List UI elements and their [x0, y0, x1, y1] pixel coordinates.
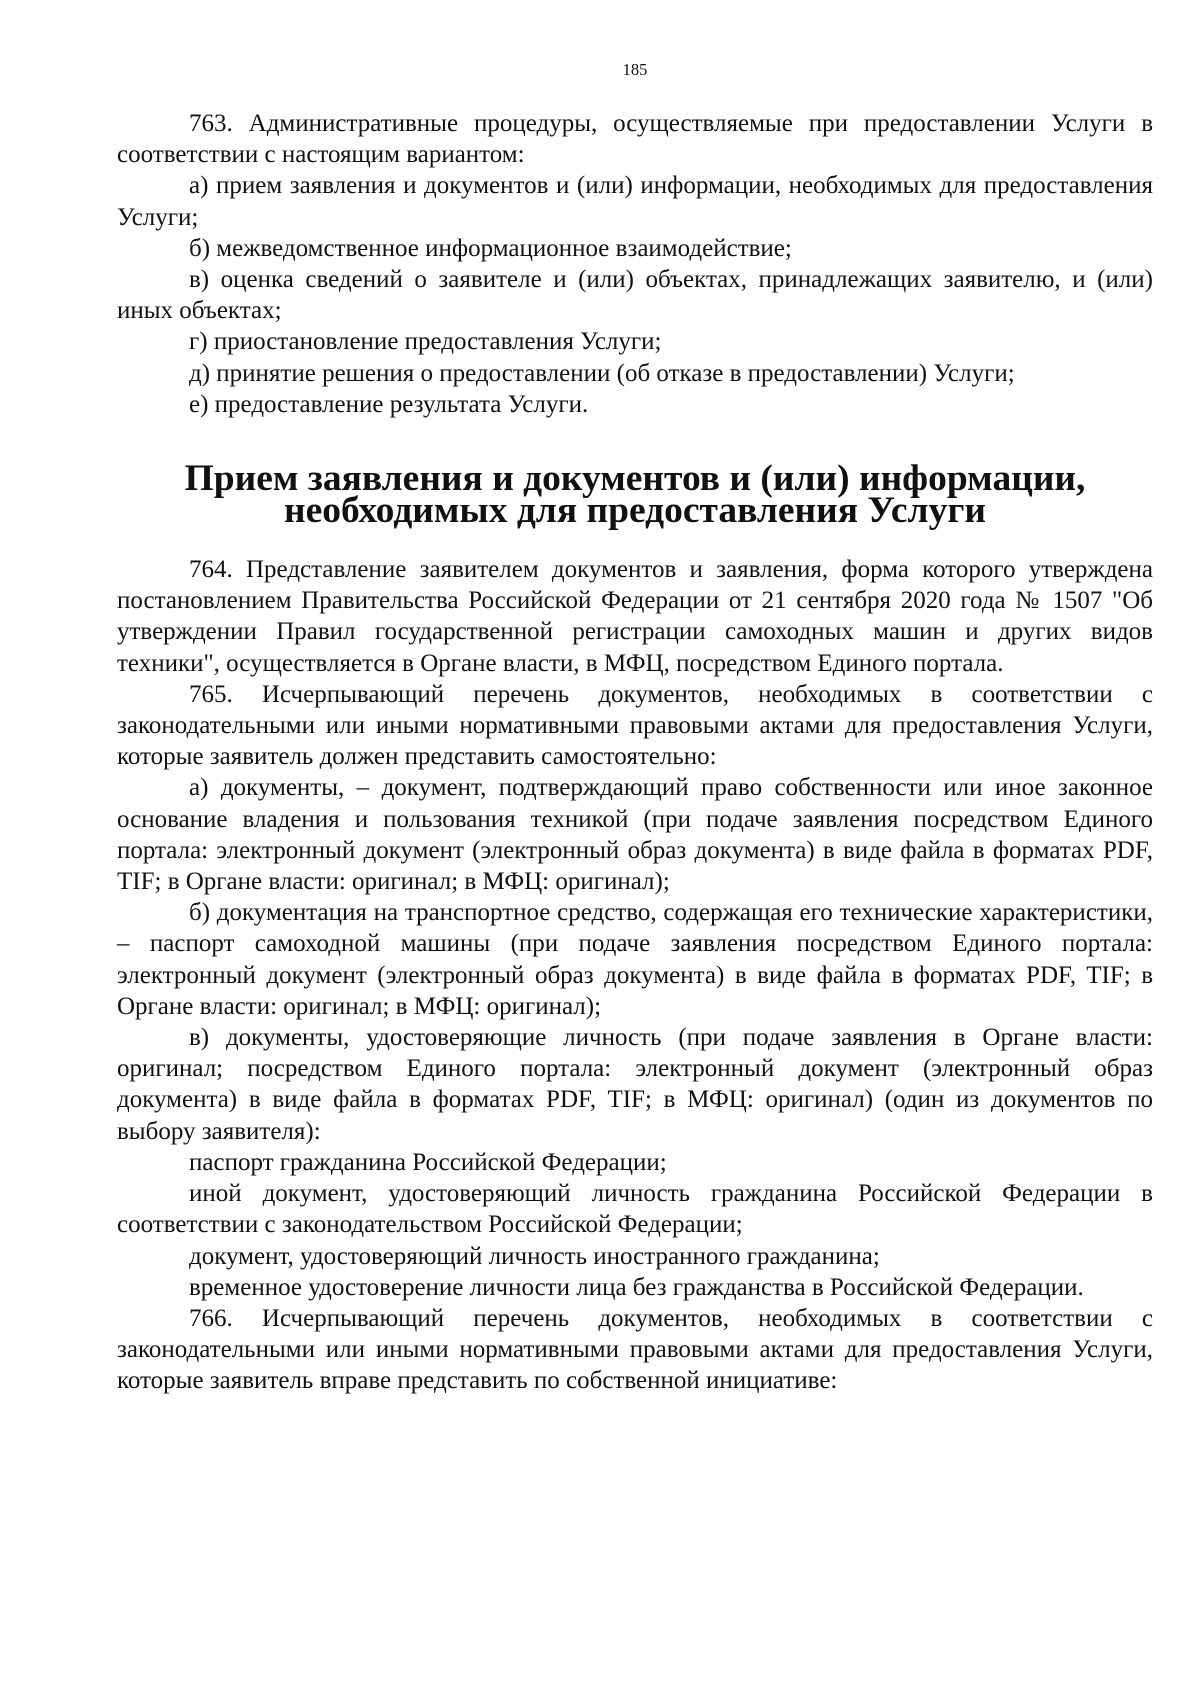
document-page — [117, 60, 1153, 1397]
doc-item-v: в) документы, удостоверяющие личность (при подаче заявления в Органе власти: оригинал; посредством Единого портала: электронный документ (электронный образ документа) в виде файла в форматах PDF, TIF; в МФЦ: оригинал) (один из документов по выбору заявителя): — [117, 1024, 1153, 1145]
documents-section — [117, 554, 1153, 1396]
list-item-g: г) приостановление предоставления Услуги; — [189, 328, 662, 356]
procedures-section — [117, 108, 1153, 420]
paragraph-766: 766. Исчерпывающий перечень документов, необходимых в соответствии с законодательными или иными нормативными правовыми актами для предоставления Услуги, которые заявитель вправе представить по собственной инициативе: — [117, 1304, 1153, 1395]
list-item-v: в) оценка сведений о заявителе и (или) объектах, принадлежащих заявителю, и (или) иных объектах; — [117, 266, 1153, 325]
list-item-b: б) межведомственное информационное взаимодействие; — [189, 234, 792, 262]
identity-doc-other: иной документ, удостоверяющий личность гражданина Российской Федерации в соответствии с законодательством Российской Федерации; — [117, 1180, 1153, 1239]
doc-item-a: а) документы, – документ, подтверждающий право собственности или иное законное основание владения и пользования техникой (при подаче заявления посредством Единого портала: электронный документ (электронный образ документа) в виде файла в форматах PDF, TIF; в Органе власти: оригинал; в МФЦ: оригинал); — [117, 774, 1153, 896]
paragraph-763: 763. Административные процедуры, осуществляемые при предоставлении Услуги в соответствии с настоящим вариантом: — [117, 110, 1153, 169]
identity-doc-stateless: временное удостоверение личности лица без гражданства в Российской Федерации. — [189, 1273, 1084, 1301]
doc-item-b: б) документация на транспортное средство, содержащая его технические характеристики, – паспорт самоходной машины (при подаче заявления посредством Единого портала: электронный документ (электронный образ документа) в виде файла в форматах PDF, TIF; в Органе власти: оригинал; в МФЦ: оригинал); — [117, 899, 1153, 1020]
list-item-d: д) принятие решения о предоставлении (об отказе в предоставлении) Услуги; — [189, 359, 1015, 387]
section-heading: Прием заявления и документов и (или) информации, необходимых для предоставления Услуги — [184, 458, 1086, 531]
identity-doc-passport: паспорт гражданина Российской Федерации; — [189, 1148, 667, 1176]
list-item-e: е) предоставление результата Услуги. — [189, 390, 589, 418]
paragraph-764: 764. Представление заявителем документов и заявления, форма которого утверждена постановлением Правительства Российской Федерации от 21 сентября 2020 года № 1507 "Об утверждении Правил государственной регистрации самоходных машин и других видов техники", осуществляется в Органе власти, в МФЦ, посредством Единого портала. — [117, 556, 1153, 677]
list-item-a: а) прием заявления и документов и (или) информации, необходимых для предоставления Услуги; — [117, 172, 1153, 231]
paragraph-765: 765. Исчерпывающий перечень документов, необходимых в соответствии с законодательными или иными нормативными правовыми актами для предоставления Услуги, которые заявитель должен представить самостоятельно: — [117, 680, 1153, 771]
page-number: 185 — [622, 60, 648, 79]
identity-doc-foreign: документ, удостоверяющий личность иностранного гражданина; — [189, 1242, 880, 1270]
